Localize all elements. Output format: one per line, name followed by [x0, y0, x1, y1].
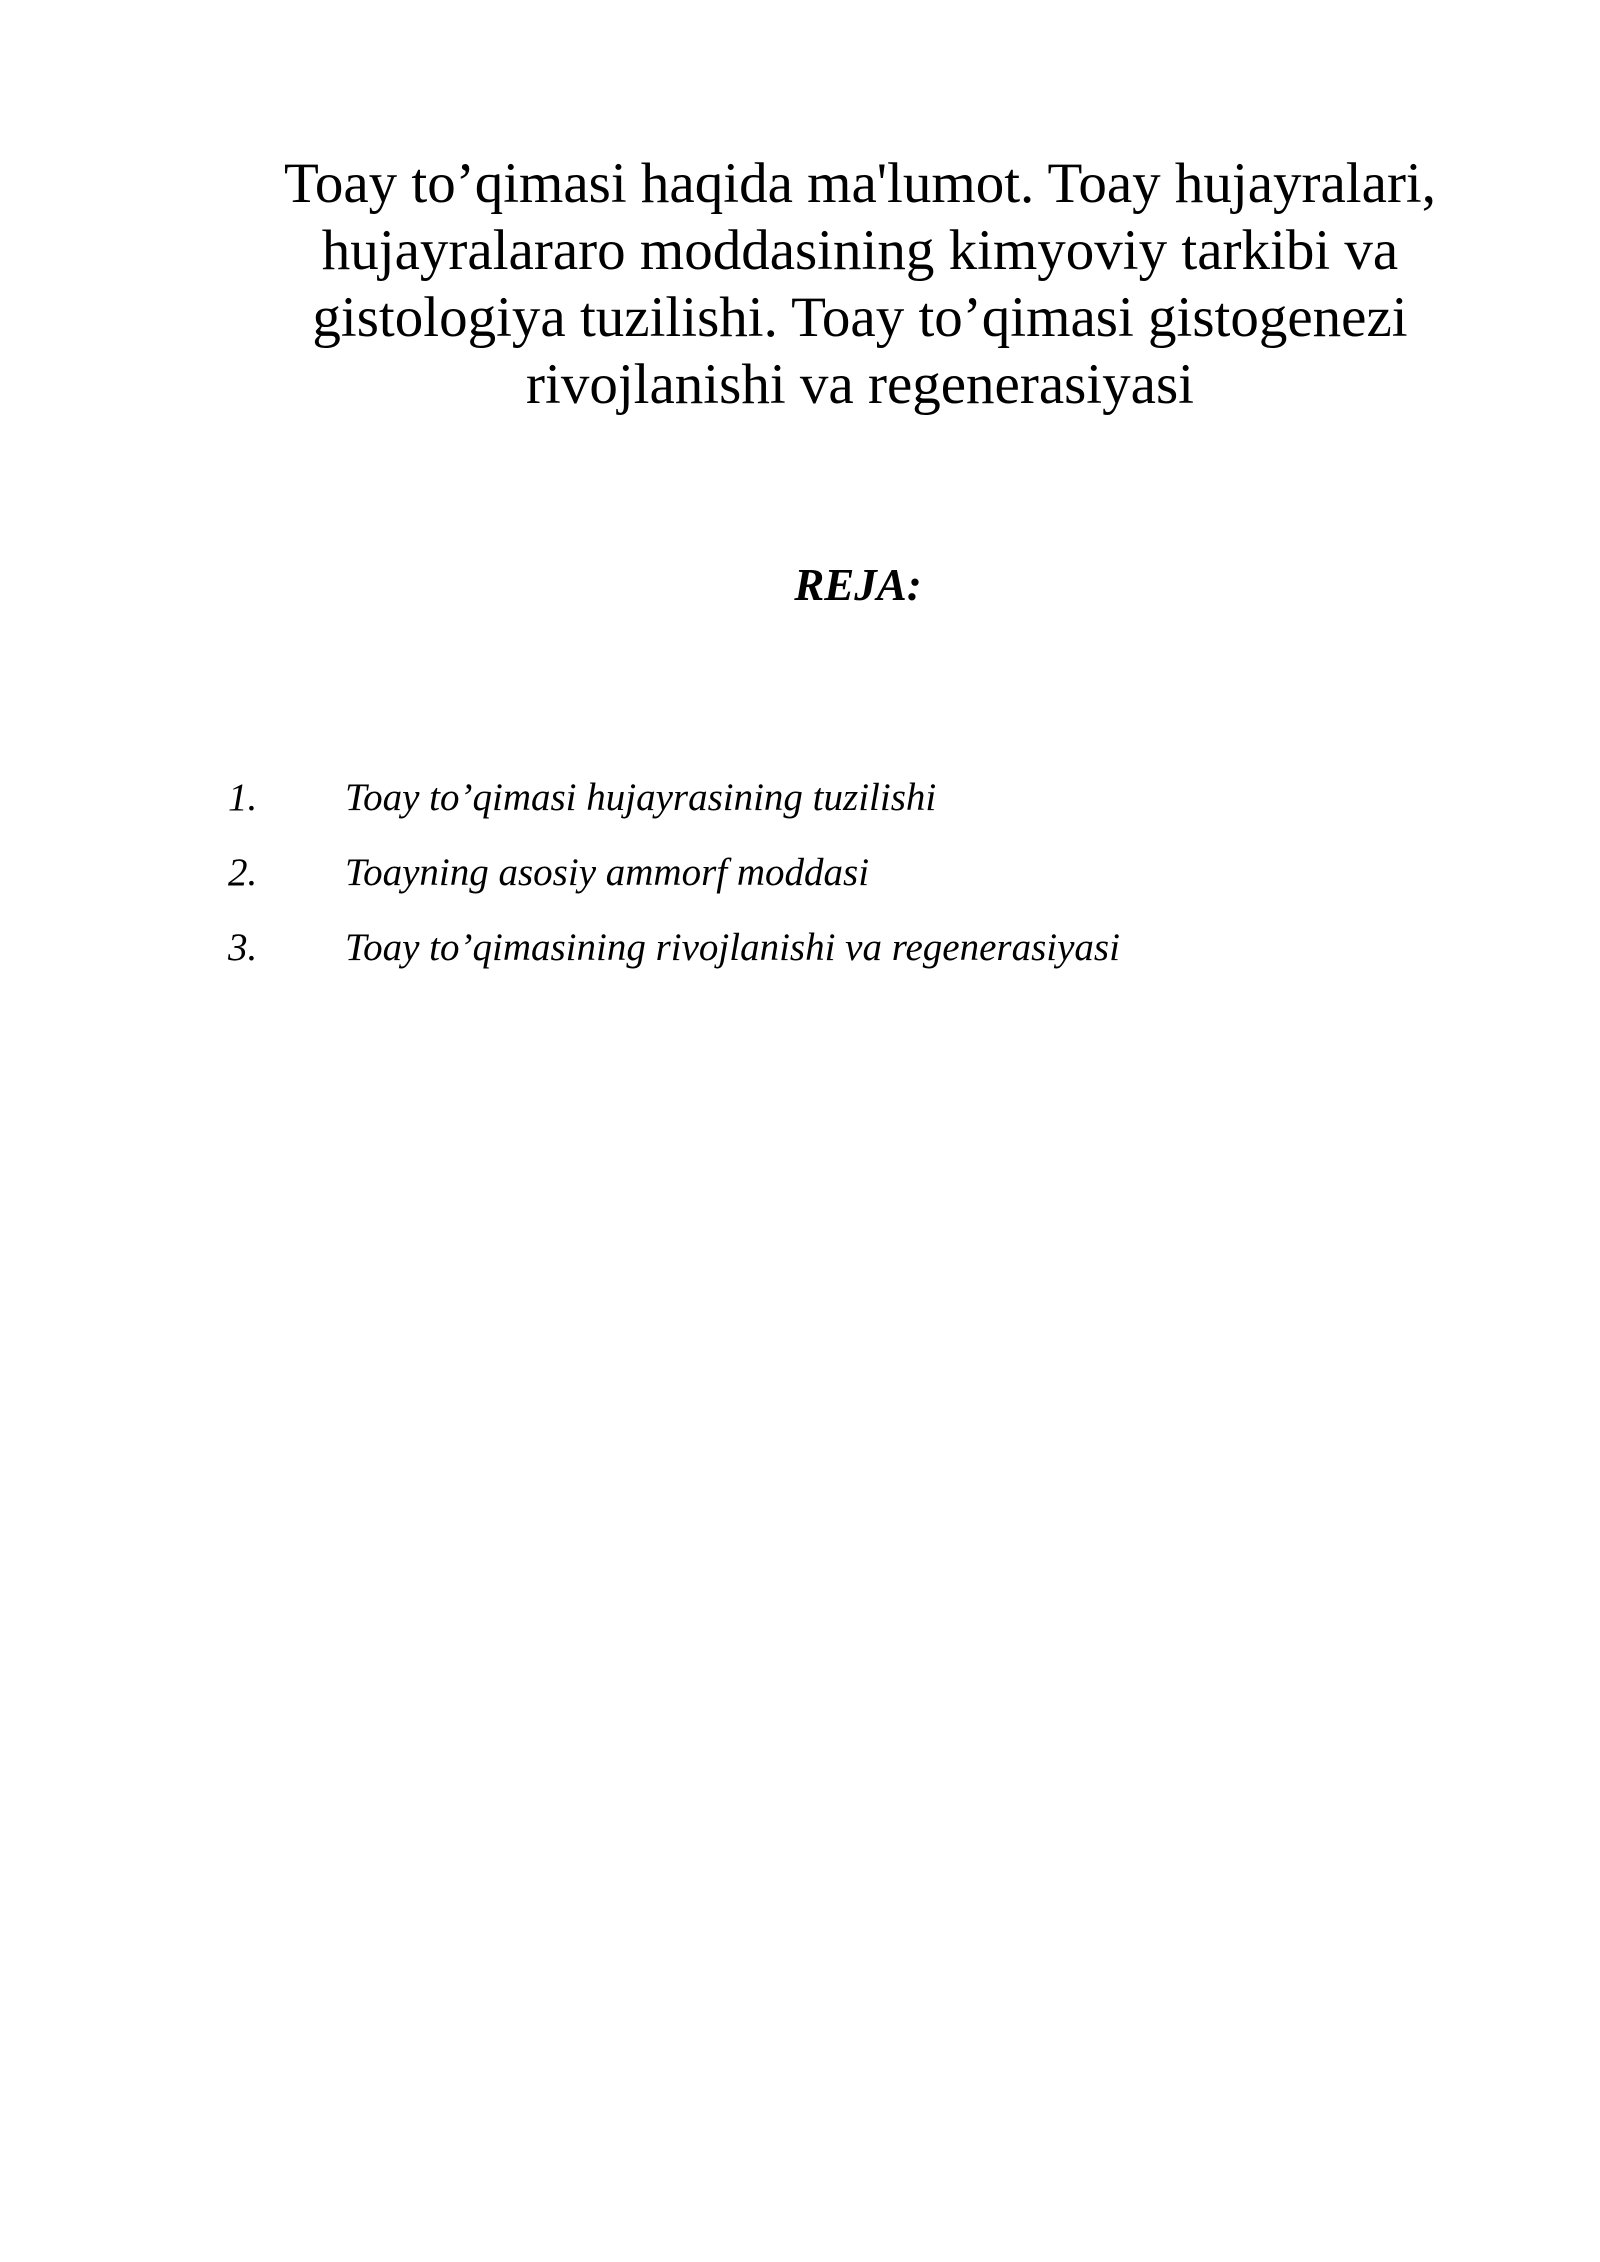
plan-heading: REJA: [794, 560, 922, 610]
plan-item [228, 910, 1120, 985]
plan-item-text: Toay to’qimasi hujayrasining tuzilishi [345, 776, 937, 819]
plan-item-number: 1. [228, 776, 258, 819]
plan-item-text: Toayning asosiy ammorf moddasi [345, 851, 870, 894]
plan-item-number: 3. [228, 926, 258, 969]
plan-item-number: 2. [228, 851, 258, 894]
document-title: Toay to’qimasi haqida ma'lumot. Toay hujayralari, hujayralararo moddasining kimyoviy tarkibi va gistologiya tuzilishi. Toay to’qimasi gistogenezi rivojlanishi va regenerasiyasi [283, 152, 1437, 416]
plan-item [228, 835, 1120, 910]
plan-list [228, 760, 1120, 985]
plan-item-text: Toay to’qimasining rivojlanishi va regenerasiyasi [345, 926, 1120, 969]
plan-item [228, 760, 1120, 835]
